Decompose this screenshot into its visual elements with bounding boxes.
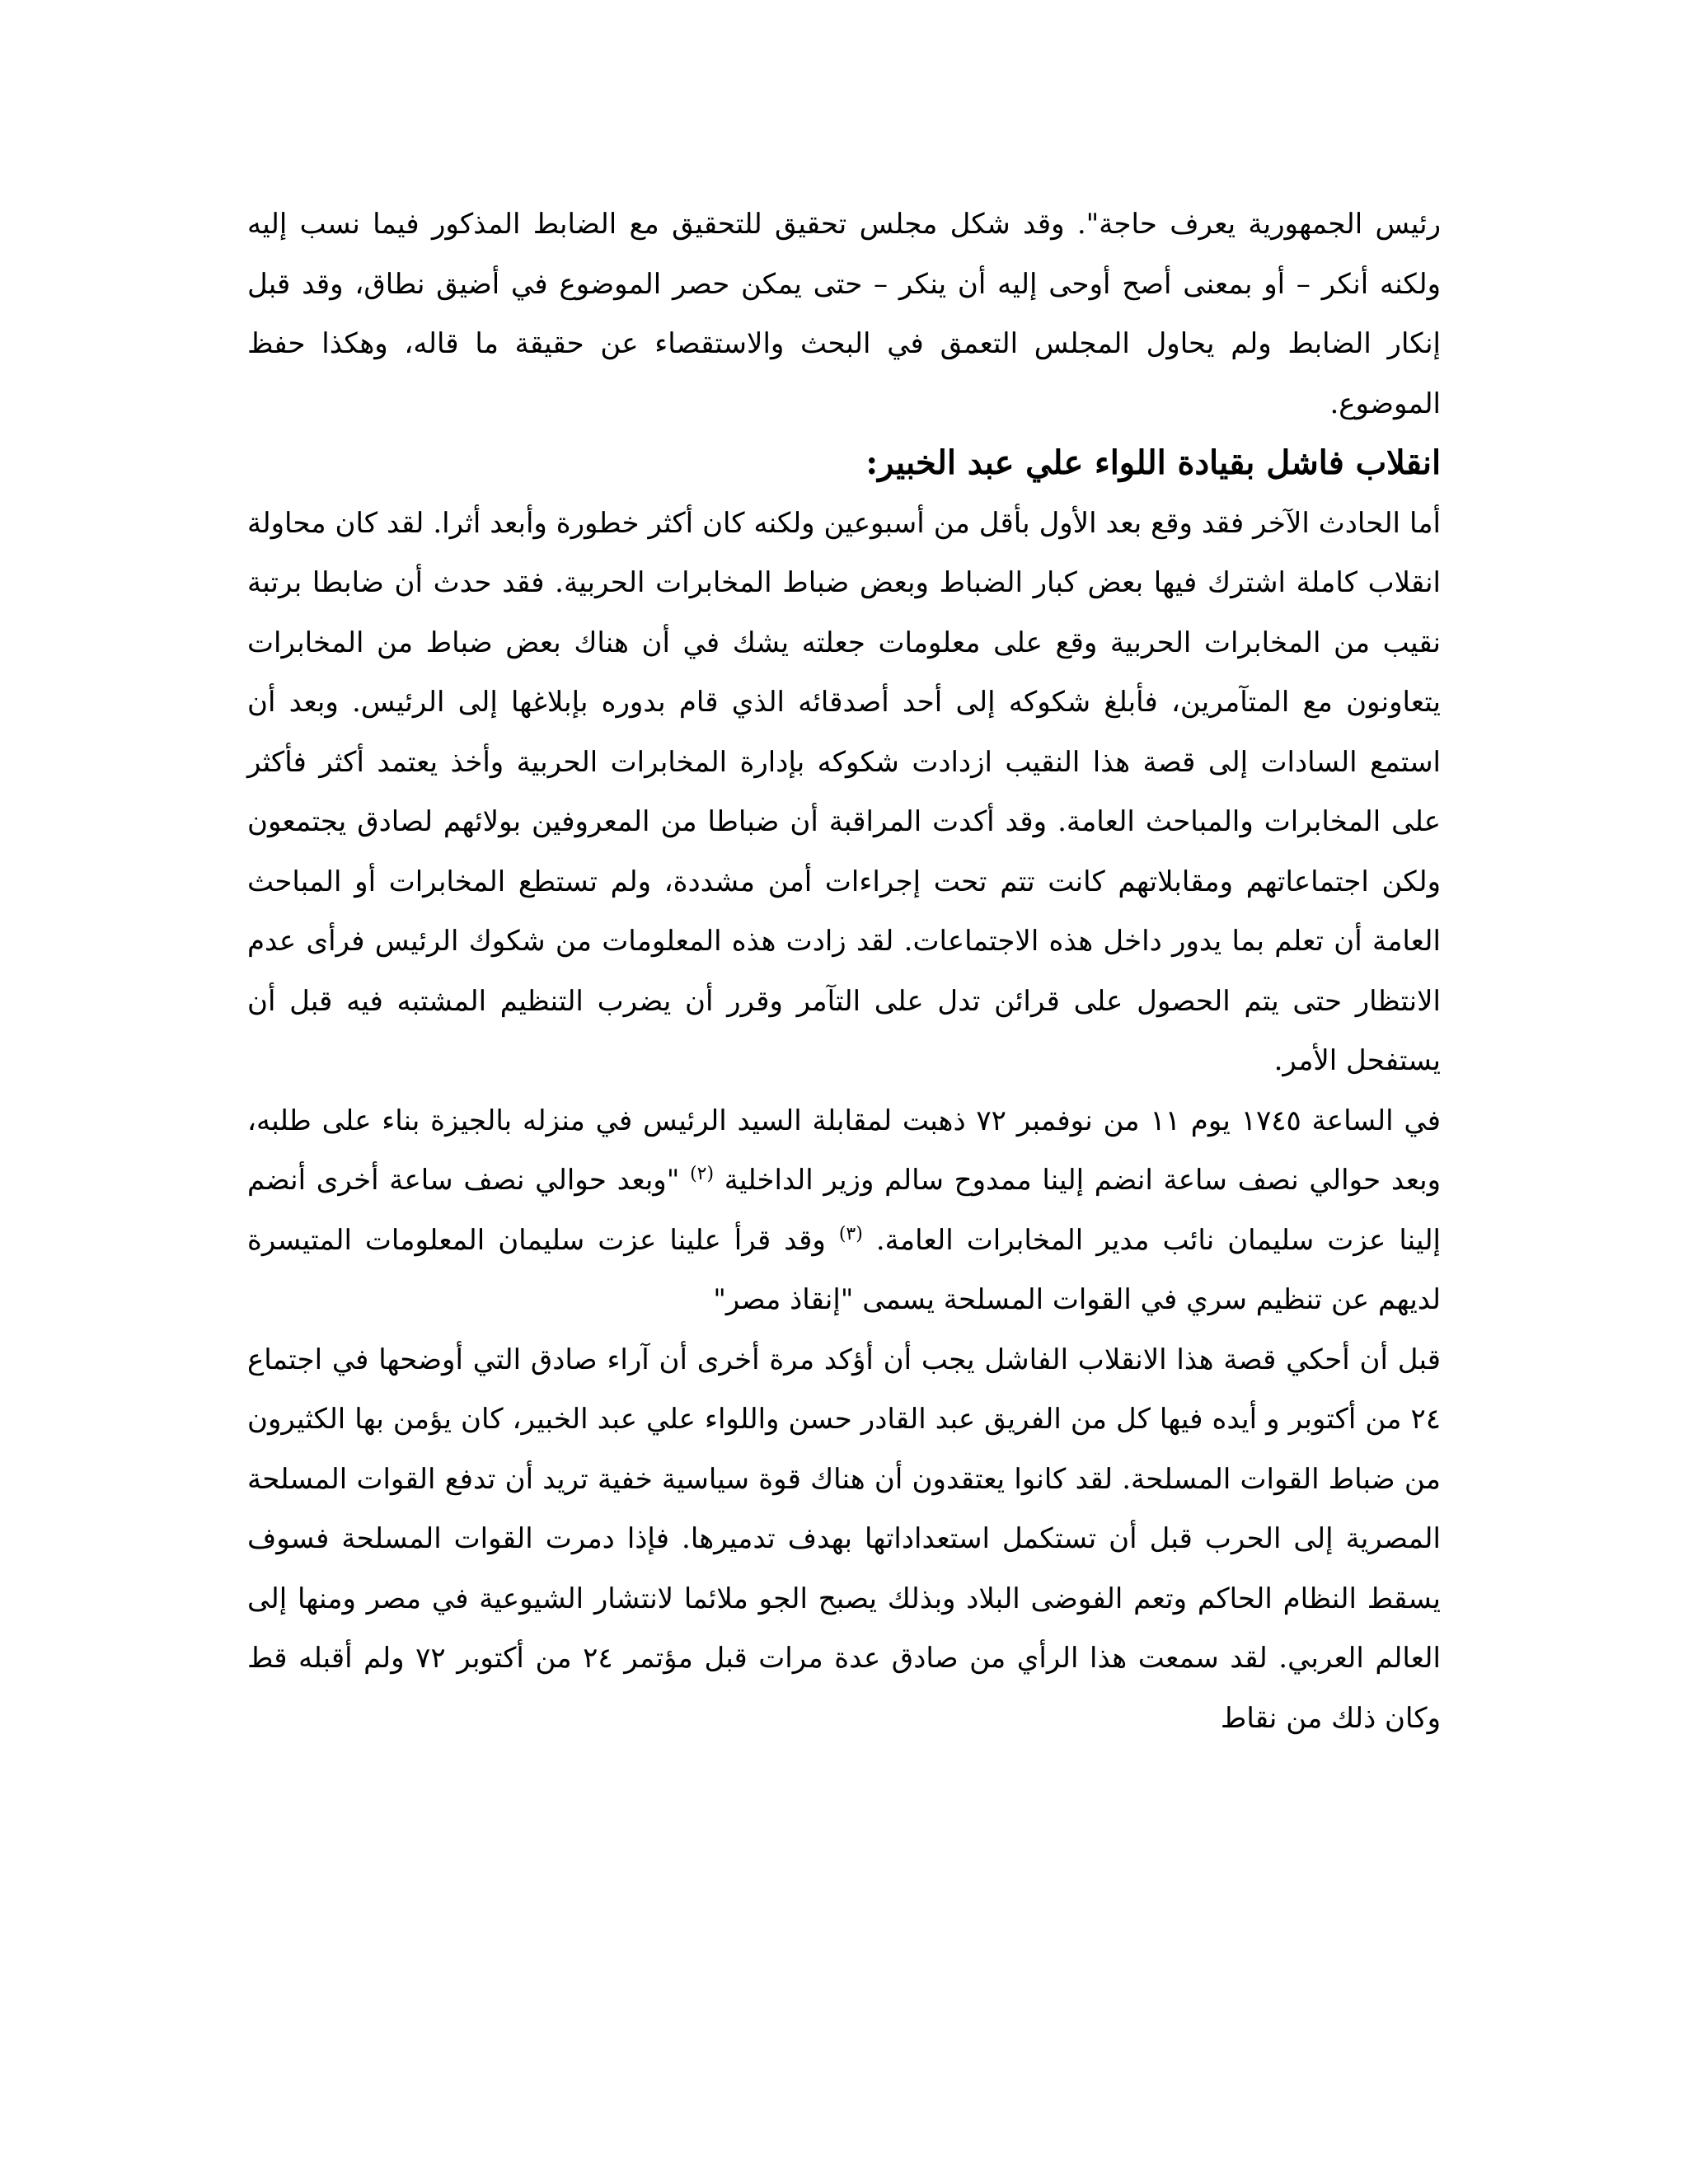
- paragraph-meeting-text-start: في الساعة ١٧٤٥ يوم ١١ من نوفمبر ٧٢ ذهبت لمقابلة السيد الرئيس في منزله بالجيزة بناء على طلبه، وبعد حوالي نصف ساعة انضم إلينا ممدوح سالم وزير الداخلية: [247, 1104, 1441, 1197]
- footnote-reference-2[interactable]: (٢): [690, 1164, 715, 1184]
- paragraph-investigation-conclusion: رئيس الجمهورية يعرف حاجة". وقد شكل مجلس تحقيق للتحقيق مع الضابط المذكور فيما نسب إليه ولكنه أنكر – أو بمعنى أصح أوحى إليه أن ينكر – حتى يمكن حصر الموضوع في أضيق نطاق، وقد قبل إنكار الضابط ولم يحاول المجلس التعمق في البحث والاستقصاء عن حقيقة ما قاله، وهكذا حفظ الموضوع.: [247, 208, 1441, 420]
- paragraph-meeting-text-end: وقد قرأ علينا عزت سليمان المعلومات المتيسرة لديهم عن تنظيم سري في القوات المسلحة يسمى "إنقاذ مصر": [247, 1223, 1441, 1316]
- paragraph-sadeq-views: قبل أن أحكي قصة هذا الانقلاب الفاشل يجب أن أؤكد مرة أخرى أن آراء صادق التي أوضحها في اجتماع ٢٤ من أكتوبر و أيده فيها كل من الفريق عبد القادر حسن واللواء علي عبد الخبير، كان يؤمن بها الكثيرون من ضباط القوات المسلحة. لقد كانوا يعتقدون أن هناك قوة سياسية خفية تريد أن تدفع القوات المسلحة المصرية إلى الحرب قبل أن تستكمل استعداداتها بهدف تدميرها. فإذا دمرت القوات المسلحة فسوف يسقط النظام الحاكم وتعم الفوضى البلاد وبذلك يصبح الجو ملائما لانتشار الشيوعية في مصر ومنها إلى العالم العربي. لقد سمعت هذا الرأي من صادق عدة مرات قبل مؤتمر ٢٤ من أكتوبر ٧٢ ولم أقبله قط وكان ذلك من نقاط: [247, 1343, 1441, 1735]
- footnote-reference-3[interactable]: (٣): [838, 1223, 863, 1244]
- paragraph-meeting-text-middle: "وبعد حوالي نصف ساعة أخرى أنضم إلينا عزت سليمان نائب مدير المخابرات العامة.: [247, 1164, 1442, 1257]
- document-page: [247, 194, 1441, 1748]
- section-heading-failed-coup: انقلاب فاشل بقيادة اللواء علي عبد الخبير:: [865, 444, 1441, 482]
- paragraph-meeting-with-president: [247, 1091, 1441, 1330]
- paragraph-coup-attempt: أما الحادث الآخر فقد وقع بعد الأول بأقل من أسبوعين ولكنه كان أكثر خطورة وأبعد أثرا. لقد كان محاولة انقلاب كاملة اشترك فيها بعض كبار الضباط وبعض ضباط المخابرات الحربية. فقد حدث أن ضابطا برتبة نقيب من المخابرات الحربية وقع على معلومات جعلته يشك في أن هناك بعض ضباط من المخابرات يتعاونون مع المتآمرين، فأبلغ شكوكه إلى أحد أصدقائه الذي قام بدوره بإبلاغها إلى الرئيس. وبعد أن استمع السادات إلى قصة هذا النقيب ازدادت شكوكه بإدارة المخابرات الحربية وأخذ يعتمد أكثر فأكثر على المخابرات والمباحث العامة. وقد أكدت المراقبة أن ضباطا من المعروفين بولائهم لصادق يجتمعون ولكن اجتماعاتهم ومقابلاتهم كانت تتم تحت إجراءات أمن مشددة، ولم تستطع المخابرات أو المباحث العامة أن تعلم بما يدور داخل هذه الاجتماعات. لقد زادت هذه المعلومات من شكوك الرئيس فرأى عدم الانتظار حتى يتم الحصول على قرائن تدل على التآمر وقرر أن يضرب التنظيم المشتبه فيه قبل أن يستفحل الأمر.: [247, 506, 1441, 1077]
